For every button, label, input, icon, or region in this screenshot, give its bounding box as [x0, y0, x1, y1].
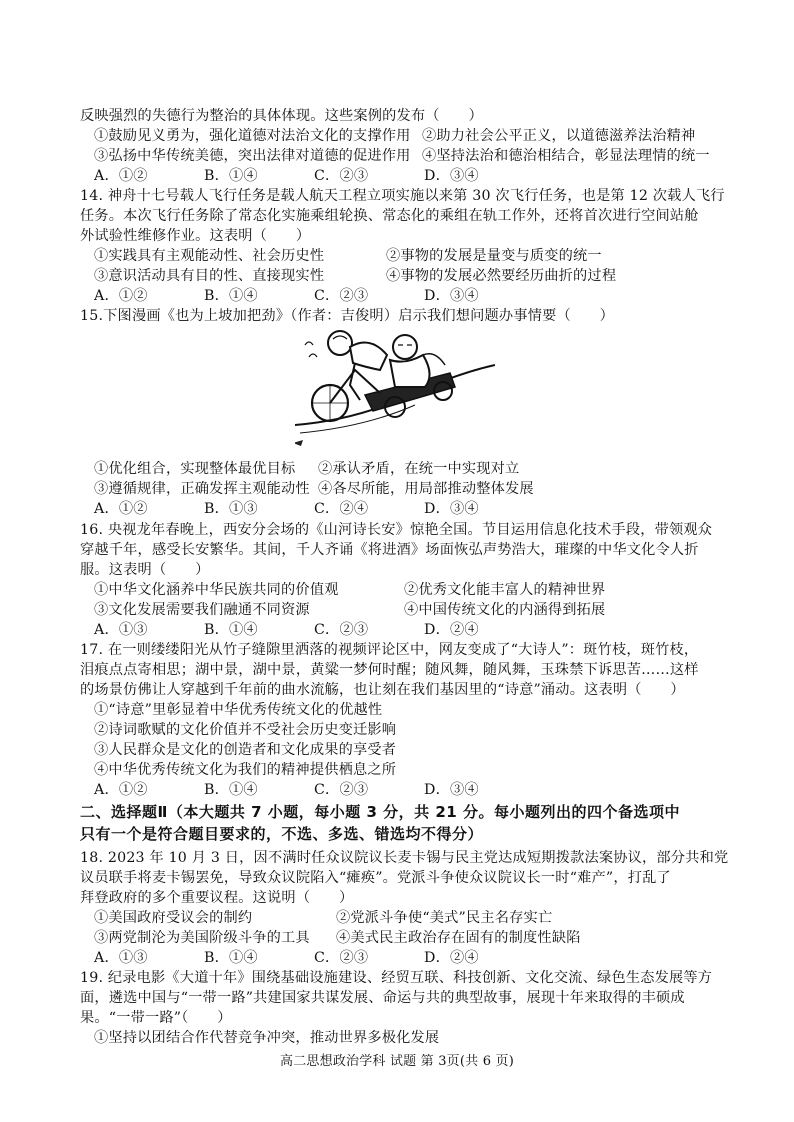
- q16-option-c: C．②③: [314, 622, 369, 638]
- q17-option-d: D．③④: [424, 782, 479, 798]
- q18-option-b: B．①④: [204, 950, 258, 966]
- page-footer: 高二思想政治学科 试题 第 3页(共 6 页): [280, 1054, 514, 1069]
- q19-stem-2: 面，遴选中国与“一带一路”共建国家共谋发展、命运与共的典型故事，展现十年来取得的丰硕成: [80, 990, 685, 1006]
- q13-option-a: A．①②: [94, 168, 148, 184]
- q18-option-d: D．②④: [424, 950, 479, 966]
- q17-statement-4: ④中华优秀传统文化为我们的精神提供栖息之所: [94, 762, 397, 778]
- q15-option-b: B．①③: [204, 501, 258, 517]
- q16-statement-2: ②优秀文化能丰富人的精神世界: [404, 582, 606, 598]
- section-2-heading: 二、选择题Ⅱ（本大题共 7 小题，每小题 3 分，共 21 分。每小题列出的四个备选项中: [80, 803, 680, 821]
- q16-option-a: A．①③: [94, 622, 148, 638]
- q18-statement-2: ②党派斗争使“美式”民主名存实亡: [336, 910, 553, 926]
- q18-stem-3: 拜登政府的多个重要议程。这说明（ ）: [80, 890, 354, 906]
- q13-statement-4: ④坚持法治和德治相结合，彰显法理情的统一: [422, 148, 710, 164]
- q16-statement-3: ③文化发展需要我们融通不同资源: [94, 602, 310, 618]
- q15-option-d: D．③④: [424, 501, 479, 517]
- q14-option-a: A．①②: [94, 288, 148, 304]
- q17-option-a: A．①②: [94, 782, 148, 798]
- q16-option-b: B．①④: [204, 622, 258, 638]
- q14-option-d: D．③④: [424, 288, 479, 304]
- q16-statement-1: ①中华文化涵养中华民族共同的价值观: [94, 582, 339, 598]
- q19-stem-1: 19. 纪录电影《大道十年》围绕基础设施建设、经贸互联、科技创新、文化交流、绿色生态发展等方: [80, 970, 713, 986]
- q14-statement-3: ③意识活动具有目的性、直接现实性: [94, 268, 325, 284]
- q15-statement-2: ②承认矛盾，在统一中实现对立: [318, 461, 520, 477]
- q14-stem-3: 外试验性维修作业。这表明（ ）: [80, 228, 311, 244]
- q17-stem-2: 泪痕点点寄相思；湖中景，湖中景，黄粱一梦何时醒；随风舞，随风舞，玉珠禁下诉思苦……这样: [80, 662, 699, 678]
- q14-statement-4: ④事物的发展必然要经历曲折的过程: [386, 268, 617, 284]
- q16-option-d: D．②④: [424, 622, 479, 638]
- q18-option-a: A．①③: [94, 950, 148, 966]
- q19-statement-1: ①坚持以团结合作代替竞争冲突，推动世界多极化发展: [94, 1030, 440, 1046]
- q15-option-c: C．②④: [314, 501, 369, 517]
- q18-statement-4: ④美式民主政治存在固有的制度性缺陷: [336, 930, 581, 946]
- q17-stem-1: 17. 在一则缕缕阳光从竹子缝隙里洒落的视频评论区中，网友变成了“大诗人”：斑竹枝，斑竹枝，: [80, 642, 699, 658]
- q15-statement-1: ①优化组合，实现整体最优目标: [94, 461, 296, 477]
- q13-statement-3: ③弘扬中华传统美德，突出法律对道德的促进作用: [94, 148, 411, 164]
- section-2-heading-cont: 只有一个是符合题目要求的，不选、多选、错选均不得分）: [80, 825, 484, 843]
- q15-statement-3: ③遵循规律，正确发挥主观能动性: [94, 481, 310, 497]
- q17-statement-1: ①“诗意”里彰显着中华优秀传统文化的优越性: [94, 702, 383, 718]
- q15-statement-4: ④各尽所能，用局部推动整体发展: [318, 481, 534, 497]
- q17-option-b: B．①④: [204, 782, 258, 798]
- q18-statement-1: ①美国政府受议会的制约: [94, 910, 253, 926]
- q13-statement-2: ②助力社会公平正义，以道德滋养法治精神: [422, 128, 696, 144]
- cartoon-uphill-illustration: [295, 325, 495, 460]
- q16-stem-2: 穿越千年，感受长安繁华。其间，千人齐诵《将进酒》场面恢弘声势浩大，璀璨的中华文化令人折: [80, 542, 699, 558]
- q16-stem-3: 服。这表明（ ）: [80, 562, 210, 578]
- q14-stem-2: 任务。本次飞行任务除了常态化实施乘组轮换、常态化的乘组在轨工作外，还将首次进行空间站舱: [80, 208, 699, 224]
- q13-option-c: C．②③: [314, 168, 369, 184]
- q16-stem-1: 16. 央视龙年春晚上，西安分会场的《山河诗长安》惊艳全国。节目运用信息化技术手段，带领观众: [80, 522, 713, 538]
- q17-stem-3: 的场景仿佛让人穿越到千年前的曲水流觞，也让刻在我们基因里的“诗意”涌动。这表明（ ）: [80, 682, 685, 698]
- q14-statement-1: ①实践具有主观能动性、社会历史性: [94, 248, 325, 264]
- q17-statement-2: ②诗词歌赋的文化价值并不受社会历史变迁影响: [94, 722, 397, 738]
- q13-option-d: D．③④: [424, 168, 479, 184]
- q16-statement-4: ④中国传统文化的内涵得到拓展: [404, 602, 606, 618]
- q15-option-a: A．①②: [94, 501, 148, 517]
- q18-statement-3: ③两党制沦为美国阶级斗争的工具: [94, 930, 310, 946]
- q15-stem-1: 15.下图漫画《也为上坡加把劲》（作者：吉俊明）启示我们想问题办事情要（ ）: [80, 308, 615, 324]
- q13-statement-1: ①鼓励见义勇为，强化道德对法治文化的支撑作用: [94, 128, 411, 144]
- q13-tail: 反映强烈的失德行为整治的具体体现。这些案例的发布（ ）: [80, 108, 483, 124]
- q14-statement-2: ②事物的发展是量变与质变的统一: [386, 248, 602, 264]
- q18-stem-1: 18. 2023 年 10 月 3 日，因不满时任众议院议长麦卡锡与民主党达成短期拨款法案协议，部分共和党: [80, 850, 729, 866]
- q17-option-c: C．②③: [314, 782, 369, 798]
- q13-option-b: B．①④: [204, 168, 258, 184]
- q18-stem-2: 议员联手将麦卡锡罢免，导致众议院陷入“瘫痪”。党派斗争使众议院议长一时“难产”，打乱了: [80, 870, 671, 886]
- q14-stem-1: 14. 神舟十七号载人飞行任务是载人航天工程立项实施以来第 30 次飞行任务，也是第 12 次载人飞行: [80, 188, 725, 204]
- q18-option-c: C．②③: [314, 950, 369, 966]
- q17-statement-3: ③人民群众是文化的创造者和文化成果的享受者: [94, 742, 397, 758]
- q14-option-b: B．①④: [204, 288, 258, 304]
- q19-stem-3: 果。“一带一路”（ ）: [80, 1010, 232, 1026]
- q14-option-c: C．②③: [314, 288, 369, 304]
